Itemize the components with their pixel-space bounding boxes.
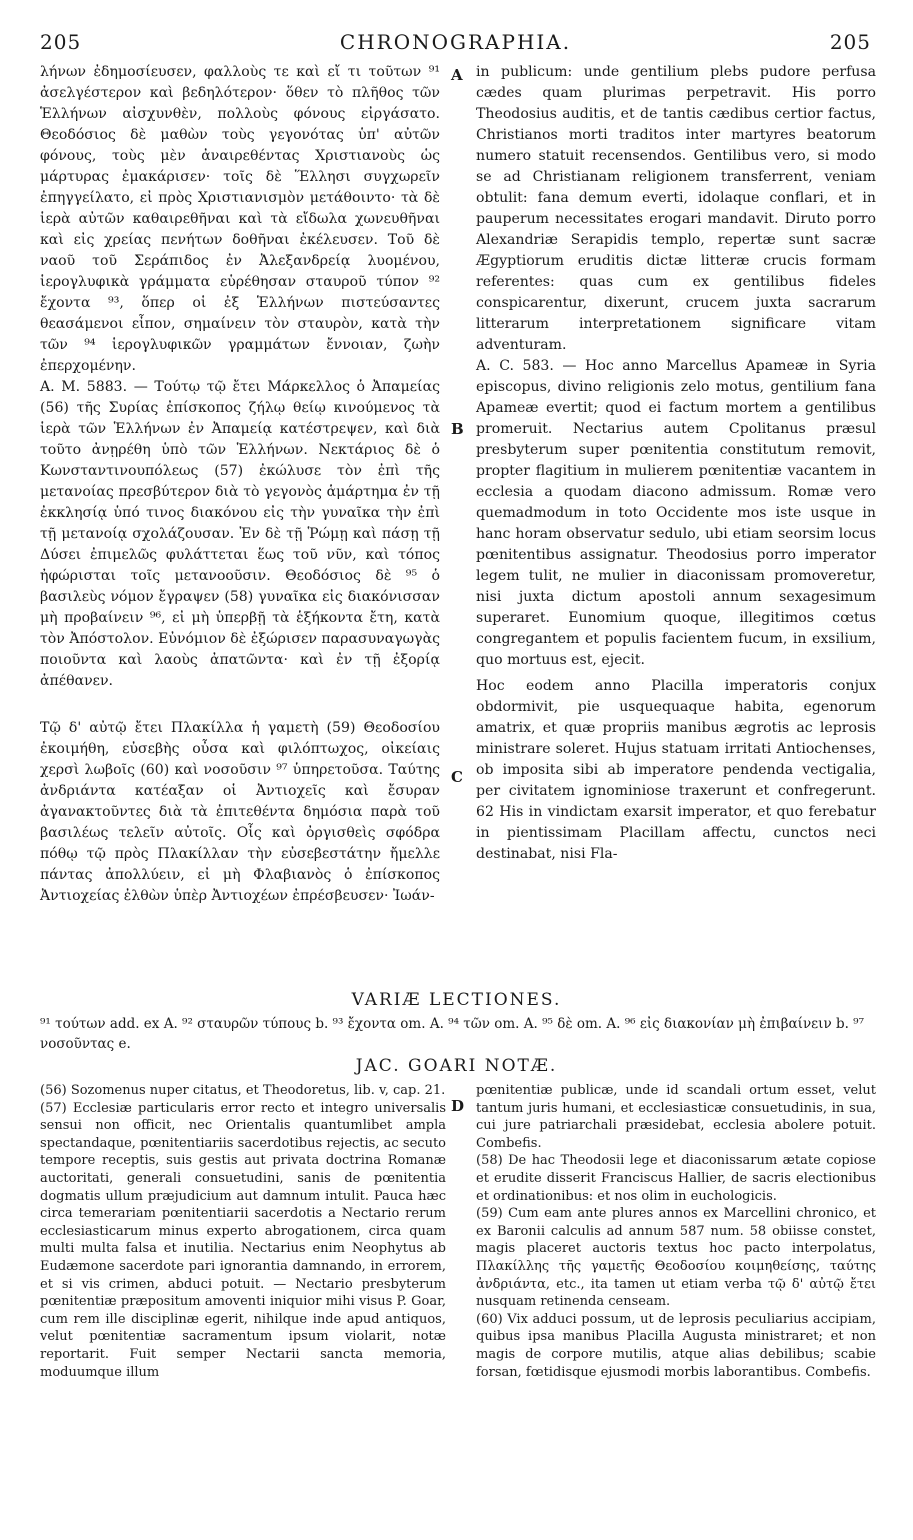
greek-paragraph: λήνων ἐδημοσίευσεν, φαλλοὺς τε καὶ εἴ τι τοῦτων ⁹¹ ἀσελγέστερον καὶ βεδηλότερον· ὅθεν τὸ πλῆθος τῶν Ἑλλήνων αἰσχυνθὲν, πολλοὺς φόνους εἰργάσατο. Θεοδόσιος δὲ μαθὼν τοὺς γεγονότας ὑπ' αὐτῶν φόνους, τοὺς μὲν ἀναιρεθέντας Χριστιανοὺς ὡς μάρτυρας ἐμακάρισεν· τοῖς δὲ Ἕλλησι συγχωρεῖν ἐπηγγείλατο, εἰ πρὸς Χριστιανισμὸν μετάθοιντο· τὰ δὲ ἱερὰ αὐτῶν καθαιρεθῆναι καὶ τὰ εἴδωλα χωνευθῆναι καὶ εἰς χρείας πενήτων δοθῆναι ἐκέλευσεν. Τοῦ δὲ ναοῦ τοῦ Σεράπιδος ἐν Ἀλεξανδρείᾳ λυομένου, ἱερογλυφικὰ γράμματα εὑρέθησαν σταυροῦ τύπον ⁹² ἔχοντα ⁹³, ὅπερ οἱ ἐξ Ἑλλήνων πιστεύσαντες θεασάμενοι εἶπον, σημαίνειν τὸν σταυρὸν, κατὰ τὴν τῶν ⁹⁴ ἱερογλυφικῶν γραμμάτων ἔννοιαν, ζωὴν ἐπερχομένην. — [40, 64, 440, 374]
variae-lectiones — [40, 1014, 876, 1054]
section-marker-b: B — [451, 420, 464, 438]
latin-paragraph: A. C. 583. — Hoc anno Marcellus Apameæ in Syria episcopus, divino religionis zelo motus, gentilium fana Apameæ evertit; quod ei factum mortem a gentilibus promeruit. Nectarius autem Cpolitanus præsul presbyterum super pœnitentia constitutum removit, propter flagitium in mulierem pœnitentiæ vacantem in ecclesia a quodam diacono admissum. Romæ vero quemadmodum in toto Occidente mos iste usque in hanc horam observatur sedulo, ubi etiam seorsim locus pœnitentibus assignatur. Theodosius porro imperator legem tulit, ne mulier in diaconissam promoveretur, nisi juxta dictum apostoli annum sexagesimum superaret. Eunomium quoque, illegitimos cœtus congregantem et populis facientem fucum, in exsilium, quo mortuus est, ejecit. — [476, 358, 876, 668]
notae-heading: JAC. GOARI NOTÆ. — [355, 1056, 558, 1076]
notes-right-column — [476, 1082, 876, 1381]
section-marker-a: A — [451, 66, 463, 84]
greek-paragraph: Α. Μ. 5883. — Τούτῳ τῷ ἔτει Μάρκελλος ὁ Ἀπαμείας (56) τῆς Συρίας ἐπίσκοπος ζήλῳ θείῳ κινούμενος τὰ ἱερὰ τῶν Ἑλλήνων ἐν Ἀπαμείᾳ κατέστρεψεν, καὶ διὰ τοῦτο ἀνῃρέθη ὑπὸ τῶν Ἑλλήνων. Νεκτάριος δὲ ὁ Κωνσταντινουπόλεως (57) ἐκώλυσε τὸν ἐπὶ τῆς μετανοίας πρεσβύτερον διὰ τὸ γεγονὸς ἁμάρτημα ἐν τῇ ἐκκλησίᾳ ὑπό τινος διακόνου εἰς τὴν γυναῖκα τὴν ἐπὶ τῇ μετανοίᾳ σχολάζουσαν. Ἐν δὲ τῇ Ῥώμῃ καὶ πάσῃ τῇ Δύσει ἐπιμελῶς φυλάττεται ἕως τοῦ νῦν, καὶ τόπος ἠφώρισται τοῖς μετανοοῦσιν. Θεοδόσιος δὲ ⁹⁵ ὁ βασιλεὺς νόμον ἔγραψεν (58) γυναῖκα εἰς διακόνισσαν μὴ προβαίνειν ⁹⁶, εἰ μὴ ὑπερβῇ τὰ ἑξήκοντα ἔτη, κατὰ τὸν Ἀπόστολον. Εὐνόμιον δὲ ἐξώρισεν παρασυναγωγὰς ποιοῦντα καὶ λαοὺς ἀπατῶντα· καὶ ἐν τῇ ἐξορίᾳ ἀπέθανεν. — [40, 379, 440, 689]
note: (57) Ecclesiæ particularis error recto et integro universalis sensui non officit, nec Orientalis quantumlibet ampla spectandaque, pœnitentiariis sacerdotibus rejectis, ac secuto tempore receptis, suis gestis aut privata doctrina Romanæ auctoritati, generali consuetudini, sanis de pœnitentia dogmatis ullum præjudicium aut damnum intulit. Pauca hæc circa temerariam pœnitentiarii sacerdotis a Nectario rerum ecclesiasticarum minus experto abrogationem, circa quam multi multa falsa et inutilia. Nectarius enim Neophytus ab Eudæmone sacerdote pari ignorantia damnando, in errorem, et si vis crimen, abduci potuit. — Nectario presbyterum pœnitentiæ præpositum amoventi iniquior mihi visus P. Goar, cum rem ille disciplinæ egerit, nihilque inde apud antiquos, velut pœnitentiæ sacramentum ipsum violarit, notæ reportarit. Fuit semper Nectarii sancta memoria, moduumque illum — [40, 1100, 446, 1380]
page-number-left: 205 — [40, 30, 82, 54]
note: (59) Cum eam ante plures annos ex Marcellini chronico, et ex Baronii calculis ad annum 587 num. 58 obiisse constet, magis placeret auctoris textus hoc pacto interpolatus, Πλακίλλης τῆς γαμετῆς Θεοδοσίου κοιμηθείσης, ταύτης ἀνδριάντα, etc., ita tamen ut etiam verba τῷ δ' αὐτῷ ἔτει nusquam retinenda censeam. — [476, 1206, 876, 1310]
greek-column — [40, 62, 440, 907]
latin-paragraph: in publicum: unde gentilium plebs pudore perfusa cædes quam plurimas perpetravit. His porro Theodosius auditis, et de tantis cædibus certior factus, Christianos morti traditos inter martyres beatorum numero statuit recensendos. Gentilibus vero, si modo se ad Christianam religionem transferrent, veniam obtulit: fana demum everti, idolaque conflari, et in pauperum necessitates erogari mandavit. Diruto porro Alexandriæ Serapidis templo, repertæ sunt sacræ Ægyptiorum eruditis dictæ litteræ crucis formam referentes: quas cum ex gentilibus fideles conspicarentur, dixerunt, crucem juxta sacrarum litterarum interpretationem significare vitam adventuram. — [476, 64, 876, 353]
latin-column — [476, 62, 876, 865]
note: (60) Vix adduci possum, ut de leprosis peculiarius accipiam, quibus ipsa manibus Placilla Augusta ministraret; et non magis de corpore mutilis, atque alias debilibus; scabie forsan, fœtidisque ejusmodi morbis laborantibus. Combefis. — [476, 1311, 876, 1380]
note: pœnitentiæ publicæ, unde id scandali ortum esset, velut tantum juris humani, et ecclesiasticæ consuetudinis, in sua, cui jure patriarchali præsidebat, ecclesia abolere potuit. Combefis. — [476, 1083, 876, 1151]
section-marker-d: D — [451, 1097, 465, 1115]
section-marker-c: C — [451, 768, 463, 786]
variae-heading: VARIÆ LECTIONES. — [351, 990, 562, 1010]
greek-paragraph: Τῷ δ' αὐτῷ ἔτει Πλακίλλα ἡ γαμετὴ (59) Θεοδοσίου ἐκοιμήθη, εὐσεβὴς οὖσα καὶ φιλόπτωχος, οἰκείαις χερσὶ λωβοῖς (60) καὶ νοσοῦσιν ⁹⁷ ὑπηρετοῦσα. Ταύτης ἀνδριάντα κατέαξαν οἱ Ἀντιοχεῖς καὶ ἔσυραν ἀγανακτοῦντες διὰ τὰ ἐπιτεθέντα δημόσια παρὰ τοῦ βασιλέως τελεῖν αὐτοῖς. Οἷς καὶ ὀργισθεὶς σφόδρα πόθῳ τῷ πρὸς Πλακίλλαν τὴν εὐσεβεστάτην ἤμελλε πάντας ἀπολλύειν, εἰ μὴ Φλαβιανὸς ὁ ἐπίσκοπος Ἀντιοχείας ἐλθὼν ὑπὲρ Ἀντιοχέων ἐπρέσβευσεν· Ἰωάν- — [40, 720, 440, 904]
notes-left-column — [40, 1082, 446, 1381]
page-number-right: 205 — [829, 30, 871, 54]
running-title: CHRONOGRAPHIA. — [339, 30, 572, 54]
note: (56) Sozomenus nuper citatus, et Theodoretus, lib. v, cap. 21. — [40, 1083, 446, 1098]
running-head — [40, 30, 871, 56]
variae-text: ⁹¹ τούτων add. ex A. ⁹² σταυρῶν τύπους b. ⁹³ ἔχοντα om. A. ⁹⁴ τῶν om. A. ⁹⁵ δὲ om. A. ⁹⁶ εἰς διακονίαν μὴ ἐπιβαίνειν b. ⁹⁷ νοσοῦντας e. — [40, 1016, 864, 1052]
note: (58) De hac Theodosii lege et diaconissarum ætate copiose et erudite disserit Franciscus Hallier, de sacris electionibus et ordinationibus: et nos olim in euchologicis. — [476, 1153, 876, 1204]
latin-paragraph: Hoc eodem anno Placilla imperatoris conjux obdormivit, pie usquequaque habita, egenorum amatrix, et quæ propriis manibus ægrotis ac leprosis ministrare soleret. Hujus statuam irritati Antiochenses, ob imposita sibi ab imperatore pendenda vectigalia, per civitatem ignominiose traxerunt et confregerunt. 62 His in vindictam exarsit imperator, et quo ferebatur in pientissimam Placillam affectu, cunctos neci destinabat, nisi Fla- — [476, 678, 876, 862]
